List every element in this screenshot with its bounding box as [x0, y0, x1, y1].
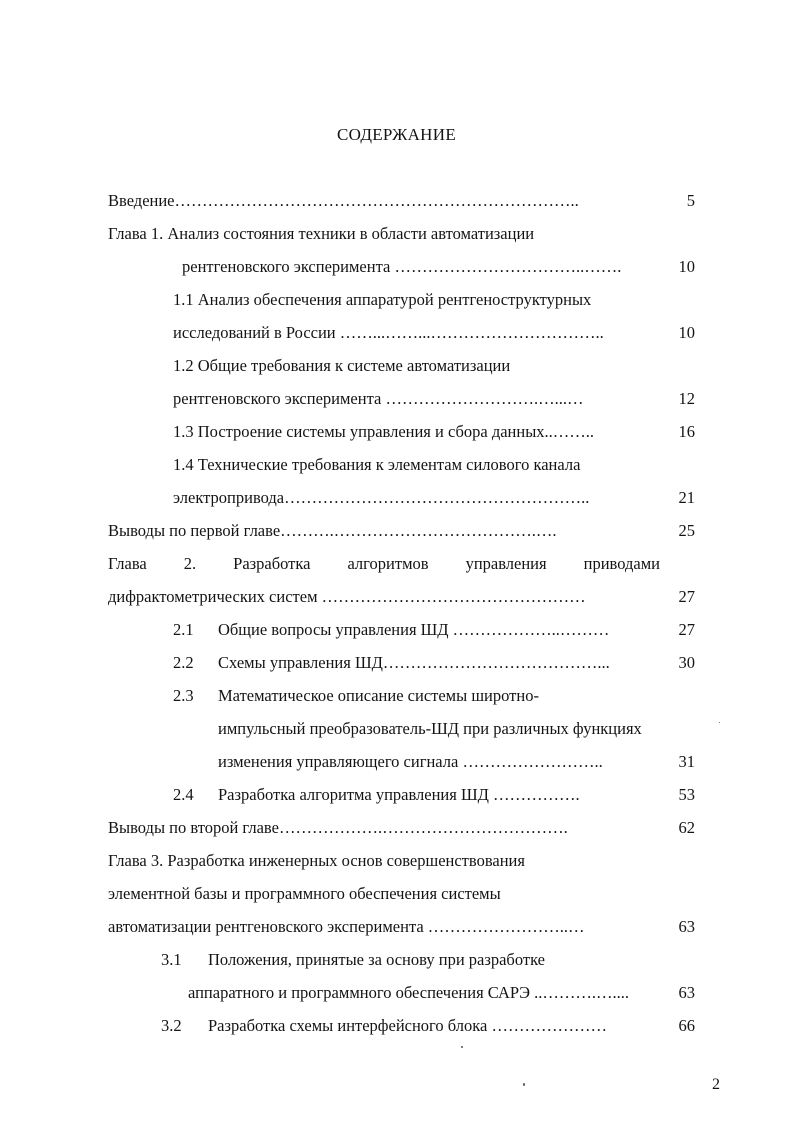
- toc-page-2-2: 30: [678, 653, 695, 672]
- toc-page-1-2: 12: [678, 389, 695, 408]
- toc-section-number: 2.3: [173, 686, 194, 705]
- toc-section-3-1: Положения, принятые за основу при разработке: [208, 950, 546, 969]
- toc-chapter2-word: управления: [465, 554, 547, 573]
- toc-section-number: 2.1: [173, 620, 194, 639]
- toc-section-1-2: 1.2 Общие требования к системе автоматизации: [173, 356, 511, 375]
- toc-chapter2-title: [108, 553, 660, 575]
- toc-page-conclusions-2: 62: [678, 818, 695, 837]
- toc-section-1-1: 1.1 Анализ обеспечения аппаратурой рентгеноструктурных: [173, 290, 592, 309]
- toc-section-3-1-cont: аппаратного и программного обеспечения САРЭ ..……….…....: [188, 983, 629, 1002]
- toc-section-1-3: 1.3 Построение системы управления и сбора данных..……..: [173, 422, 595, 441]
- document-title: СОДЕРЖАНИЕ: [336, 125, 457, 144]
- toc-page-conclusions-1: 25: [678, 521, 695, 540]
- toc-page-chapter2: 27: [678, 587, 695, 606]
- scan-speck: [461, 1046, 463, 1048]
- page-number: 2: [712, 1076, 720, 1093]
- toc-chapter3-title-cont: автоматизации рентгеновского эксперимента ……………………..…: [108, 917, 585, 936]
- toc-chapter2-title-cont: дифрактометрических систем …………………………………………: [108, 587, 586, 606]
- toc-page-chapter3: 63: [678, 917, 695, 936]
- toc-chapter3-title-cont: элементной базы и программного обеспечения системы: [108, 884, 501, 903]
- toc-section-1-1-cont: исследований в России ……...……...…………………………..: [173, 323, 604, 342]
- toc-page-intro: 5: [686, 191, 695, 210]
- toc-section-number: 3.2: [161, 1016, 182, 1035]
- toc-chapter1-title: Глава 1. Анализ состояния техники в области автоматизации: [108, 224, 535, 243]
- toc-section-number: 2.4: [173, 785, 194, 804]
- toc-section-1-4-cont: электропривода………………………………………………..: [173, 488, 590, 507]
- toc-section-2-3: Математическое описание системы широтно-: [218, 686, 539, 705]
- toc-section-2-3-cont: импульсный преобразователь-ШД при различных функциях: [218, 719, 642, 738]
- toc-section-2-1: Общие вопросы управления ШД ………………..………: [218, 620, 610, 639]
- toc-page-2-4: 53: [678, 785, 695, 804]
- toc-section-number: 2.2: [173, 653, 194, 672]
- toc-chapter2-word: 2.: [183, 554, 197, 573]
- toc-page-1-4: 21: [678, 488, 695, 507]
- toc-chapter2-word: Разработка: [233, 554, 311, 573]
- toc-entry-intro: Введение………………………………………………………………..: [108, 191, 579, 210]
- toc-section-2-3-cont: изменения управляющего сигнала ……………………..: [218, 752, 603, 771]
- toc-page-1-3: 16: [678, 422, 695, 441]
- toc-section-3-2: Разработка схемы интерфейсного блока …………………: [208, 1016, 607, 1035]
- toc-section-1-4: 1.4 Технические требования к элементам силового канала: [173, 455, 581, 474]
- toc-page-2-1: 27: [678, 620, 695, 639]
- toc-chapter2-word: Глава: [108, 554, 147, 573]
- toc-page-3-1: 63: [678, 983, 695, 1002]
- toc-page-3-2: 66: [678, 1016, 695, 1035]
- toc-page-chapter1: 10: [678, 257, 695, 276]
- toc-section-2-2: Схемы управления ШД…………………………………...: [218, 653, 610, 672]
- toc-conclusions-1: Выводы по первой главе……….……………………………….….: [108, 521, 557, 540]
- toc-section-number: 3.1: [161, 950, 182, 969]
- toc-chapter3-title: Глава 3. Разработка инженерных основ совершенствования: [108, 851, 525, 870]
- scan-speck: [523, 1083, 525, 1086]
- toc-conclusions-2: Выводы по второй главе……………….…………………………….: [108, 818, 568, 837]
- scan-speck: [719, 722, 720, 723]
- toc-page-1-1: 10: [678, 323, 695, 342]
- toc-chapter2-word: алгоритмов: [347, 554, 429, 573]
- toc-chapter1-title-cont: рентгеновского эксперимента ……………………………..…….: [182, 257, 622, 276]
- toc-page-2-3: 31: [678, 752, 695, 771]
- toc-section-1-2-cont: рентгеновского эксперимента ……………………….…...…: [173, 389, 584, 408]
- toc-chapter2-word: приводами: [583, 554, 660, 573]
- toc-section-2-4: Разработка алгоритма управления ШД …………….: [218, 785, 580, 804]
